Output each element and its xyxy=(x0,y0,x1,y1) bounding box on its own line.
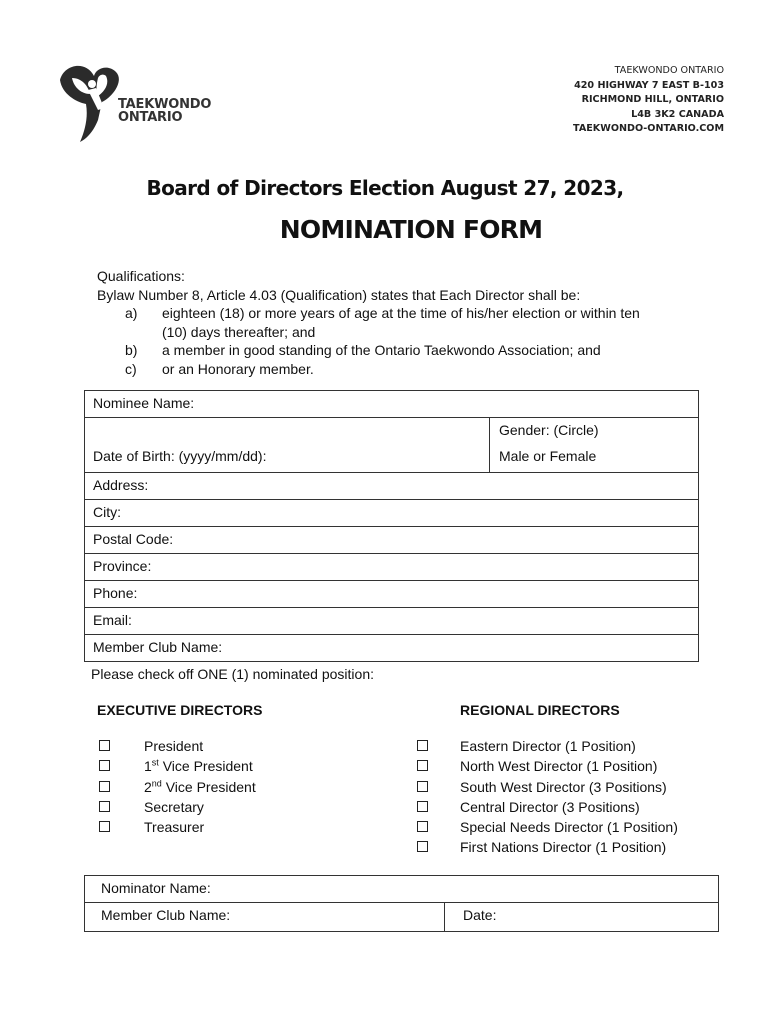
checkbox-president[interactable] xyxy=(99,740,110,751)
item-text: a member in good standing of the Ontario Taekwondo Association; and xyxy=(162,342,601,358)
position-label: First Nations Director (1 Position) xyxy=(460,839,667,856)
position-text: Vice President xyxy=(158,758,253,775)
province-field[interactable] xyxy=(85,553,698,580)
document-title: Board of Directors Election August 27, 2023, xyxy=(146,176,624,200)
position-instruction: Please check off ONE (1) nominated position: xyxy=(91,666,375,682)
list-item xyxy=(417,777,678,797)
list-item xyxy=(99,817,256,837)
address-street: 420 HIGHWAY 7 EAST B-103 xyxy=(574,79,724,91)
nominator-club-label[interactable]: Member Club Name: xyxy=(101,907,231,923)
checkbox-first-nations-director[interactable] xyxy=(417,841,428,852)
position-label xyxy=(144,779,256,795)
city-label: City: xyxy=(93,504,121,520)
checkbox-north-west-director[interactable] xyxy=(417,760,428,771)
document-subtitle: NOMINATION FORM xyxy=(279,215,543,244)
nominee-name-field[interactable] xyxy=(85,391,698,417)
dob-label: Date of Birth: (yyyy/mm/dd): xyxy=(93,448,267,464)
province-label: Province: xyxy=(93,558,152,574)
ordinal-suffix: nd xyxy=(151,777,162,788)
nominator-name-field[interactable] xyxy=(85,876,718,902)
logo-text-line2: ONTARIO xyxy=(118,110,183,125)
address-city: RICHMOND HILL, ONTARIO xyxy=(581,94,724,105)
organization-address xyxy=(573,64,724,137)
ordinal-suffix: st xyxy=(151,757,159,768)
item-text-continued: (10) days thereafter; and xyxy=(162,323,316,340)
gender-label: Gender: (Circle) xyxy=(499,422,599,438)
phone-label: Phone: xyxy=(93,585,138,601)
item-marker: b) xyxy=(125,342,138,358)
item-marker: a) xyxy=(125,305,138,321)
ordinal-number: 1 xyxy=(144,758,152,775)
qualification-item-a xyxy=(97,304,640,341)
email-field[interactable] xyxy=(85,607,698,634)
phone-field[interactable] xyxy=(85,580,698,607)
list-item xyxy=(99,777,256,797)
regional-heading: REGIONAL DIRECTORS xyxy=(460,702,620,718)
item-text: or an Honorary member. xyxy=(162,360,314,377)
gender-options[interactable]: Male or Female xyxy=(499,448,597,464)
field-divider xyxy=(444,903,445,931)
nominee-form xyxy=(84,390,699,662)
item-text: eighteen (18) or more years of age at the time of his/her election or within ten xyxy=(162,305,640,321)
qualifications-heading: Qualifications: xyxy=(97,268,185,284)
position-label xyxy=(144,758,253,774)
position-label: Treasurer xyxy=(144,819,205,836)
position-label: President xyxy=(144,738,204,754)
checkbox-central-director[interactable] xyxy=(417,801,428,812)
checkbox-eastern-director[interactable] xyxy=(417,740,428,751)
list-item xyxy=(99,797,256,817)
ordinal-number: 2 xyxy=(144,778,152,795)
position-label: Secretary xyxy=(144,798,204,815)
nominee-name-label: Nominee Name: xyxy=(93,395,195,411)
member-club-label: Member Club Name: xyxy=(93,639,223,655)
list-item xyxy=(417,837,678,857)
address-org-name: TAEKWONDO ONTARIO xyxy=(614,65,724,76)
nominator-club-date-row xyxy=(85,902,718,931)
dob-gender-row xyxy=(85,417,698,472)
address-label: Address: xyxy=(93,477,149,493)
executive-heading: EXECUTIVE DIRECTORS xyxy=(97,702,263,718)
list-item xyxy=(417,817,678,837)
list-item xyxy=(99,756,256,776)
checkbox-1st-vice-president[interactable] xyxy=(99,760,110,771)
qualifications-section xyxy=(97,267,640,378)
list-item xyxy=(417,797,678,817)
postal-code-field[interactable] xyxy=(85,526,698,553)
item-marker: c) xyxy=(125,360,137,377)
nominator-name-label: Nominator Name: xyxy=(101,880,211,896)
email-label: Email: xyxy=(93,612,132,628)
checkbox-secretary[interactable] xyxy=(99,801,110,812)
regional-list xyxy=(417,736,678,858)
member-club-field[interactable] xyxy=(85,634,698,661)
address-field[interactable] xyxy=(85,472,698,499)
city-field[interactable] xyxy=(85,499,698,526)
checkbox-2nd-vice-president[interactable] xyxy=(99,781,110,792)
list-item xyxy=(99,736,256,756)
position-label: North West Director (1 Position) xyxy=(460,758,658,775)
dob-field[interactable] xyxy=(85,418,490,472)
executive-list xyxy=(99,736,256,837)
position-label: South West Director (3 Positions) xyxy=(460,778,667,795)
qualification-item-c xyxy=(97,360,640,379)
list-item xyxy=(417,756,678,776)
address-website: TAEKWONDO-ONTARIO.COM xyxy=(573,123,724,134)
checkbox-special-needs-director[interactable] xyxy=(417,821,428,832)
postal-code-label: Postal Code: xyxy=(93,531,174,547)
logo-text-line1: TAEKWONDO xyxy=(118,97,212,112)
qualification-item-b xyxy=(97,341,640,360)
date-label[interactable]: Date: xyxy=(463,907,497,923)
taekwondo-ontario-logo xyxy=(52,58,212,148)
nominator-form xyxy=(84,875,719,932)
address-postal: L4B 3K2 CANADA xyxy=(631,108,724,120)
position-text: Vice President xyxy=(161,778,256,795)
position-label: Special Needs Director (1 Position) xyxy=(460,819,678,836)
list-item xyxy=(417,736,678,756)
checkbox-treasurer[interactable] xyxy=(99,821,110,832)
qualifications-intro: Bylaw Number 8, Article 4.03 (Qualification) states that Each Director shall be: xyxy=(97,286,581,303)
position-label: Central Director (3 Positions) xyxy=(460,798,640,815)
position-label: Eastern Director (1 Position) xyxy=(460,738,636,754)
checkbox-south-west-director[interactable] xyxy=(417,781,428,792)
